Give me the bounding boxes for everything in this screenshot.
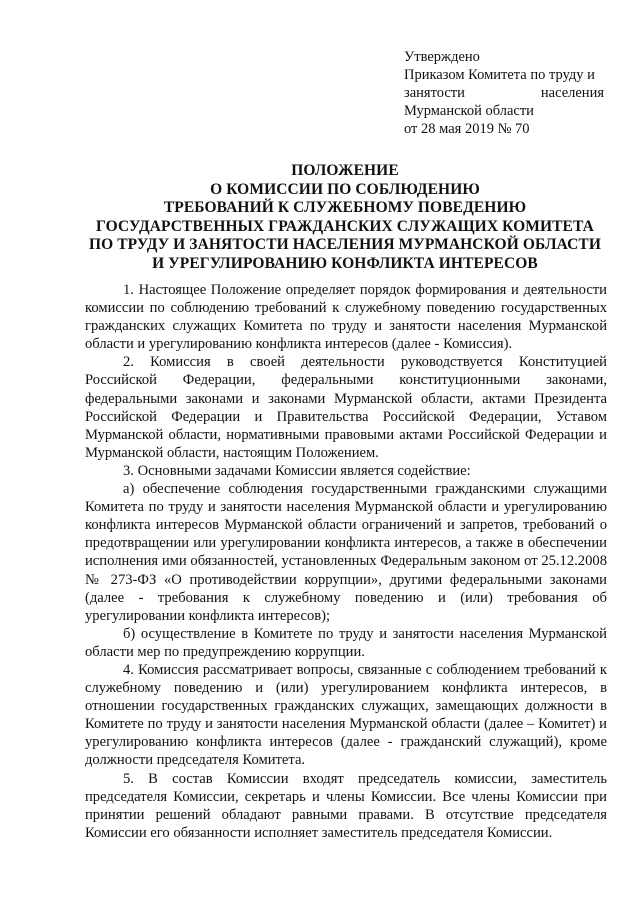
paragraph-2: 2. Комиссия в своей деятельности руководствуется Конституцией Российской Федерации, федеральными конституционными законами, федеральными законами и законами Мурманской области, актами Президента Российской Федерации и Правительства Российской Федерации, Уставом Мурманской области, нормативными правовыми актами Российской Федерации и Мурманской области, настоящим Положением. — [85, 354, 607, 461]
paragraph-5: 5. В состав Комиссии входят председатель комиссии, заместитель председателя Комиссии, секретарь и члены Комиссии. Все члены Комиссии при принятии решений обладают равными правами. В отсутствие председателя Комиссии его обязанности исполняет заместитель председателя Комиссии. — [85, 770, 607, 841]
approval-line-5: от 28 мая 2019 № 70 — [404, 121, 530, 137]
approval-stamp — [404, 48, 604, 138]
paragraph-1: 1. Настоящее Положение определяет порядок формирования и деятельности комиссии по соблюдению требований к служебному поведению государственных гражданских служащих Комитета по труду и занятости населения Мурманской области и урегулированию конфликта интересов (далее - Комиссия). — [85, 282, 607, 353]
paragraph-3b: б) осуществление в Комитете по труду и занятости населения Мурманской области мер по предупреждению коррупции. — [85, 625, 607, 660]
paragraph-3: 3. Основными задачами Комиссии является содействие: — [123, 462, 471, 479]
document-title — [80, 162, 610, 273]
approval-line-2: Приказом Комитета по труду и — [404, 67, 595, 83]
approval-line-1: Утверждено — [404, 49, 480, 65]
approval-line-4: Мурманской области — [404, 103, 534, 119]
document-body — [85, 281, 607, 842]
title-line-4: ГОСУДАРСТВЕННЫХ ГРАЖДАНСКИХ СЛУЖАЩИХ КОМИТЕТА — [96, 217, 594, 235]
paragraph-3a: а) обеспечение соблюдения государственными гражданскими служащими Комитета по труду и занятости населения Мурманской области и урегулированию конфликта интересов Мурманской области ограничений и запретов, требований о предотвращении или урегулировании конфликта интересов, а также в обеспечении исполнения ими обязанностей, установленных Федеральным законом от 25.12.2008 № 273-ФЗ «О противодействии коррупции», другими федеральными законами (далее - требования к служебному поведению и (или) требования об урегулировании конфликта интересов); — [85, 481, 607, 624]
paragraph-4: 4. Комиссия рассматривает вопросы, связанные с соблюдением требований к служебному поведению и (или) урегулированием конфликта интересов, в отношении государственных гражданских служащих, замещающих должности в Комитете по труду и занятости населения Мурманской области (далее – Комитет) и урегулированию конфликта интересов (далее - гражданский служащий), кроме должности председателя Комитета. — [85, 661, 607, 769]
title-line-1: ПОЛОЖЕНИЕ — [291, 162, 399, 179]
title-line-6: И УРЕГУЛИРОВАНИЮ КОНФЛИКТА ИНТЕРЕСОВ — [152, 254, 538, 272]
approval-line-3-left: занятости — [404, 85, 465, 101]
approval-line-3-right: населения — [540, 85, 604, 101]
title-line-2: О КОМИССИИ ПО СОБЛЮДЕНИЮ — [210, 180, 480, 198]
title-line-5: ПО ТРУДУ И ЗАНЯТОСТИ НАСЕЛЕНИЯ МУРМАНСКОЙ ОБЛАСТИ — [88, 236, 602, 253]
title-line-3: ТРЕБОВАНИЙ К СЛУЖЕБНОМУ ПОВЕДЕНИЮ — [163, 199, 527, 216]
approval-line-3 — [404, 84, 604, 102]
